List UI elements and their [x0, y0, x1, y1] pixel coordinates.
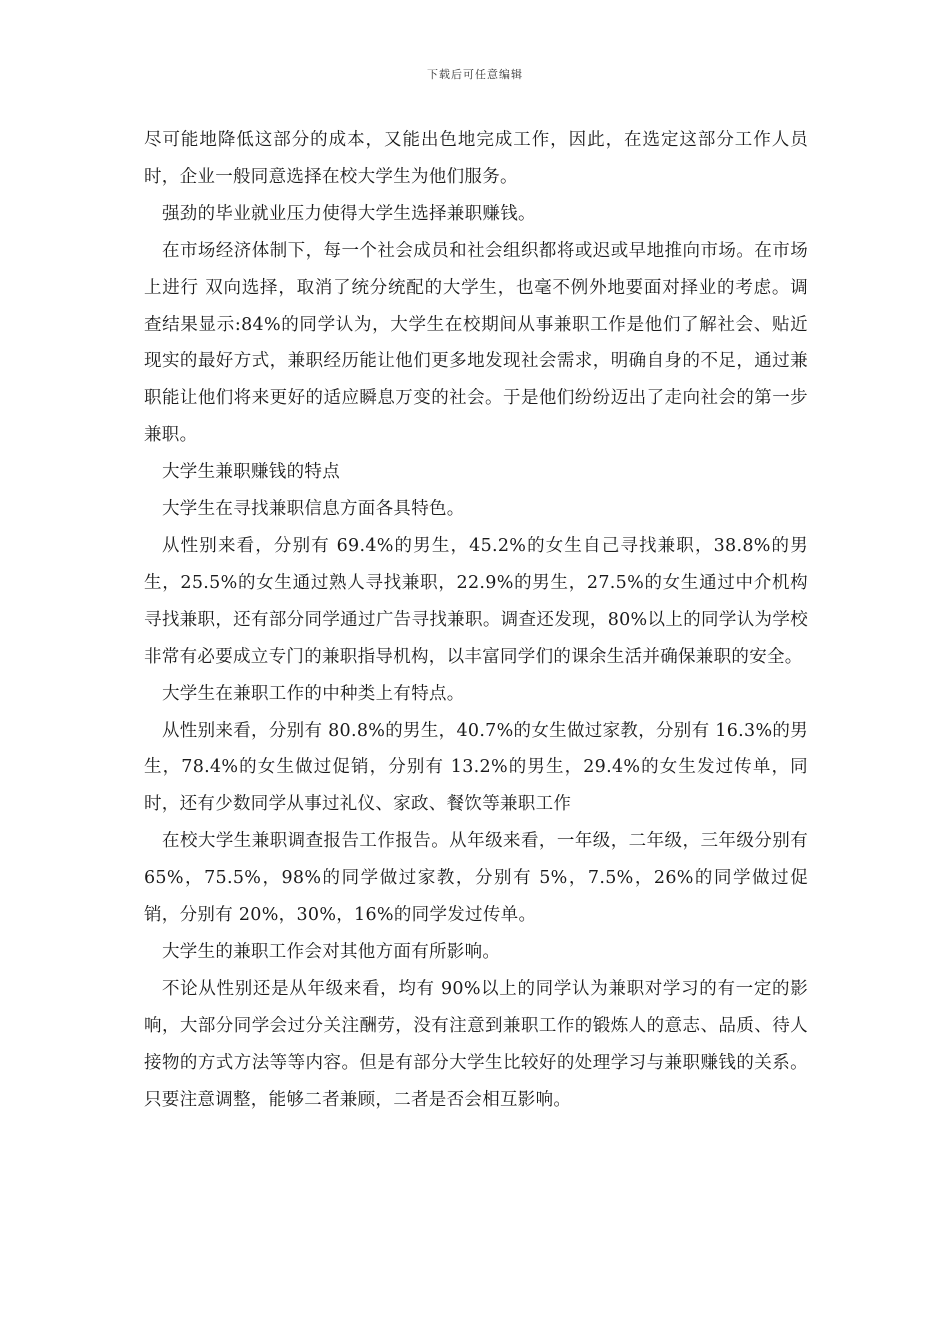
paragraph-2: 强劲的毕业就业压力使得大学生选择兼职赚钱。 [162, 203, 536, 224]
paragraph-3: 在市场经济体制下，每一个社会成员和社会组织都将或迟或早地推向市场。在市场上进行 双向选择，取消了统分统配的大学生，也毫不例外地要面对择业的考虑。调查结果显示:84%的同学认为，大学生在校期间从事兼职工作是他们了解社会、贴近现实的最好方式，兼职经历能让他们更多地发现社会需求，明确自身的不足，通过兼职能让他们将来更好的适应瞬息万变的社会。于是他们纷纷迈出了走向社会的第一步 兼职。 [144, 240, 808, 446]
page-header: 下载后可任意编辑 [427, 68, 523, 81]
paragraph-7: 大学生在兼职工作的中种类上有特点。 [162, 683, 465, 704]
paragraph-11: 不论从性别还是从年级来看，均有 90%以上的同学认为兼职对学习的有一定的影响，大部分同学会过分关注酬劳，没有注意到兼职工作的锻炼人的意志、品质、待人接物的方式方法等等内容。但是有部分大学生比较好的处理学习与兼职赚钱的关系。只要注意调整，能够二者兼顾，二者是否会相互影响。 [144, 978, 808, 1110]
paragraph-10: 大学生的兼职工作会对其他方面有所影响。 [162, 941, 501, 962]
document-body [144, 122, 808, 1118]
paragraph-5: 大学生在寻找兼职信息方面各具特色。 [162, 499, 465, 520]
section-heading-features: 大学生兼职赚钱的特点 [162, 462, 340, 483]
paragraph-8: 从性别来看，分别有 80.8%的男生，40.7%的女生做过家教，分别有 16.3%的男生，78.4%的女生做过促销，分别有 13.2%的男生，29.4%的女生发过传单，同时，还有少数同学从事过礼仪、家政、餐饮等兼职工作 [144, 720, 808, 815]
paragraph-1: 尽可能地降低这部分的成本，又能出色地完成工作，因此，在选定这部分工作人员时，企业一般同意选择在校大学生为他们服务。 [144, 130, 808, 187]
paragraph-6: 从性别来看，分别有 69.4%的男生，45.2%的女生自己寻找兼职，38.8%的男生，25.5%的女生通过熟人寻找兼职，22.9%的男生，27.5%的女生通过中介机构寻找兼职，还有部分同学通过广告寻找兼职。调查还发现，80%以上的同学认为学校非常有必要成立专门的兼职指导机构，以丰富同学们的课余生活并确保兼职的安全。 [144, 535, 808, 667]
paragraph-9: 在校大学生兼职调查报告工作报告。从年级来看，一年级，二年级，三年级分别有 65%，75.5%，98%的同学做过家教，分别有 5%，7.5%，26%的同学做过促销，分别有 20%，30%，16%的同学发过传单。 [144, 831, 808, 926]
